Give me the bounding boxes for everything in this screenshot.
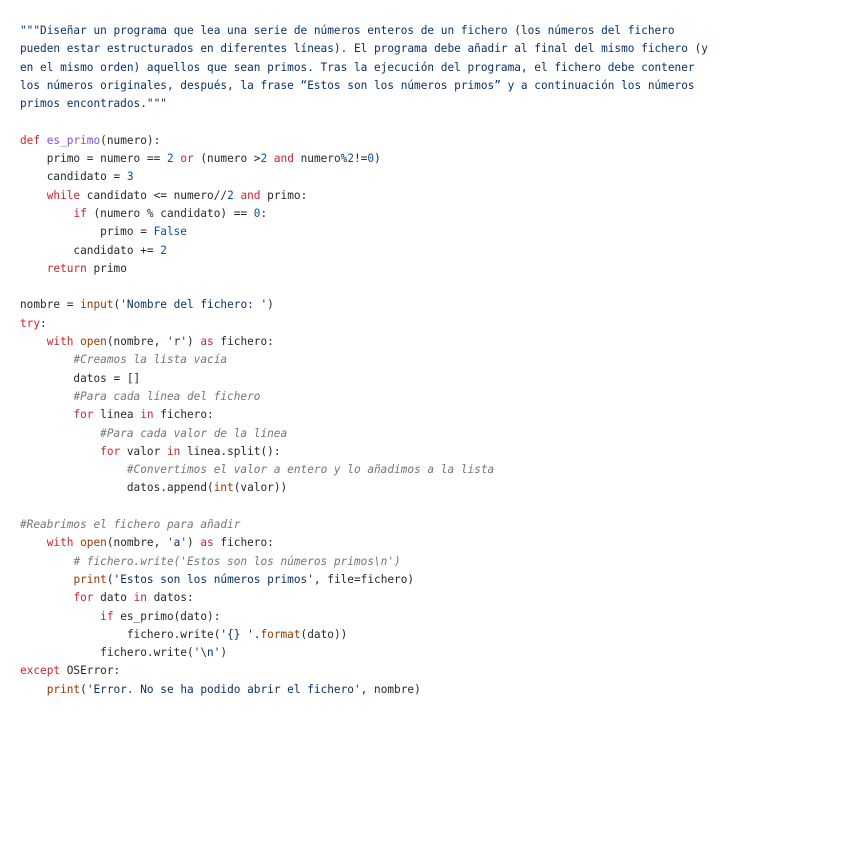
code-line [20,59,836,77]
code-token: , nombre) [360,682,421,696]
code-token [20,427,100,440]
code-line [20,534,836,552]
code-token: linea.split(): [180,444,281,458]
code-token: fichero.write( [20,627,221,641]
code-token [20,207,73,220]
keyword-token: except [20,664,61,678]
code-token: valor [120,444,167,458]
code-token [20,683,47,696]
code-token [20,353,73,366]
code-token: : [260,206,268,220]
code-line [20,589,836,607]
code-token: fichero: [153,408,214,422]
code-token [40,134,47,147]
keyword-token: if [100,609,114,623]
code-token: candidato += [20,243,161,257]
builtin-token: int [213,481,234,495]
comment-token: #Para cada valor de la línea [100,426,288,440]
builtin-token: open [80,536,107,550]
string-token: 'r' [166,335,188,349]
code-token: ) [220,646,228,660]
code-token: nombre = [20,298,81,312]
code-line [20,242,836,260]
code-line [20,571,836,589]
code-line [20,406,836,424]
code-line [20,150,836,168]
code-token: primo = numero == [20,152,167,166]
keyword-token: try [20,316,41,330]
code-token [20,390,73,403]
code-token [20,335,47,348]
code-editor[interactable] [20,22,836,699]
string-token: 'Nombre del fichero: ' [120,298,268,312]
keyword-token: return [46,261,87,275]
string-token: 'Error. No se ha podido abrir el fichero' [86,682,361,696]
code-line [20,681,836,699]
code-token: (numero % candidato) == [86,206,254,220]
string-token: primos encontrados.""" [20,97,167,111]
number-token: 2 [160,243,167,257]
comment-token: #Reabrimos el fichero para añadir [20,518,241,532]
comment-token: #Creamos la lista vacía [73,353,228,367]
function-name-token: es_primo [46,133,101,147]
comment-token: # fichero.write('Estos son los números primos\n') [73,554,401,568]
code-token [20,262,47,275]
keyword-token: in [133,591,147,605]
keyword-token: or [180,152,194,166]
string-token: pueden estar estructurados en diferentes líneas). El programa debe añadir al final del mismo fichero (y [20,42,708,56]
comment-token: #Convertimos el valor a entero y lo añadimos a la lista [126,463,495,477]
code-line [20,132,836,150]
code-line [20,388,836,406]
code-token [20,573,73,586]
code-token: (numero > [193,152,261,166]
keyword-token: def [20,133,41,147]
code-token: ) [374,152,381,166]
string-token: '{} ' [220,627,254,641]
code-token: primo [86,261,127,275]
code-line [20,22,836,40]
code-token: datos: [146,591,194,605]
code-token: fichero: [213,335,274,349]
code-line [20,113,836,131]
number-token: False [153,225,187,239]
code-token: primo: [260,188,308,202]
keyword-token: and [240,188,261,202]
code-token: (nombre, [106,536,167,550]
code-token: dato [93,591,134,605]
code-line [20,187,836,205]
keyword-token: for [73,591,94,605]
code-token: : [40,316,47,330]
code-token: . [253,627,261,641]
number-token: 2 [347,152,355,166]
code-token: fichero.write( [20,646,194,660]
code-token: candidato <= numero// [80,188,228,202]
number-token: 0 [253,206,261,220]
code-line [20,644,836,662]
code-token: ( [80,682,87,696]
keyword-token: with [46,335,74,349]
code-token: ) [187,536,201,550]
code-line [20,461,836,479]
code-line [20,443,836,461]
string-token: '\n' [193,646,221,660]
code-token: linea [93,408,141,422]
keyword-token: if [73,206,87,220]
number-token: 2 [166,152,174,166]
code-token: ) [187,335,201,349]
code-line [20,40,836,58]
keyword-token: with [46,536,74,550]
code-token: es_primo(dato): [113,609,221,623]
string-token: los números originales, después, la frase “Estos son los números primos” y a continuación los números [20,78,695,92]
code-token: (nombre, [106,335,167,349]
string-token: 'a' [166,536,188,550]
code-token [267,152,274,165]
code-line [20,95,836,113]
code-line [20,608,836,626]
number-token: 3 [126,170,134,184]
code-line [20,315,836,333]
builtin-token: input [80,298,114,312]
code-line [20,333,836,351]
code-token: (dato)) [300,627,348,641]
code-token: ( [106,572,114,586]
code-token [20,591,73,604]
code-token [20,555,73,568]
code-line [20,479,836,497]
code-token [20,445,100,458]
builtin-token: print [73,572,107,586]
string-token: 'Estos son los números primos' [113,572,314,586]
keyword-token: while [46,188,81,202]
code-line [20,260,836,278]
code-line [20,278,836,296]
code-line [20,425,836,443]
code-token [20,610,100,623]
number-token: 2 [227,188,234,202]
code-token: fichero: [213,536,274,550]
code-line [20,370,836,388]
code-token: datos.append( [20,481,214,495]
code-token: ( [113,298,121,312]
code-line [20,498,836,516]
comment-token: #Para cada línea del fichero [73,389,261,403]
keyword-token: for [100,444,121,458]
keyword-token: as [200,335,214,349]
code-token: != [354,152,368,166]
code-line [20,168,836,186]
code-line [20,626,836,644]
code-line [20,662,836,680]
code-token: ) [267,298,274,312]
code-line [20,223,836,241]
string-token: en el mismo orden) aquellos que sean primos. Tras la ejecución del programa, el fichero debe contener [20,60,695,74]
keyword-token: and [273,152,294,166]
number-token: 2 [260,152,268,166]
code-token: primo = [20,225,154,239]
code-token: (valor)) [233,481,288,495]
keyword-token: as [200,536,214,550]
code-line [20,351,836,369]
builtin-token: print [46,682,81,696]
string-token: """Diseñar un programa que lea una serie de números enteros de un fichero (los números del fichero [20,24,675,37]
code-token: OSError: [60,664,121,678]
code-token [20,189,47,202]
code-token [20,536,47,549]
code-token: datos = [] [20,371,141,385]
keyword-token: for [73,408,94,422]
code-token: numero% [293,152,348,166]
code-line [20,553,836,571]
keyword-token: in [166,444,181,458]
code-line [20,296,836,314]
builtin-token: format [260,627,301,641]
code-token: (numero): [100,133,161,147]
code-token: , file=fichero) [313,572,415,586]
code-token [20,408,73,421]
number-token: 0 [367,152,375,166]
code-line [20,77,836,95]
code-token: candidato = [20,170,127,184]
keyword-token: in [140,408,154,422]
builtin-token: open [80,335,107,349]
code-token [20,463,127,476]
code-line [20,516,836,534]
code-line [20,205,836,223]
